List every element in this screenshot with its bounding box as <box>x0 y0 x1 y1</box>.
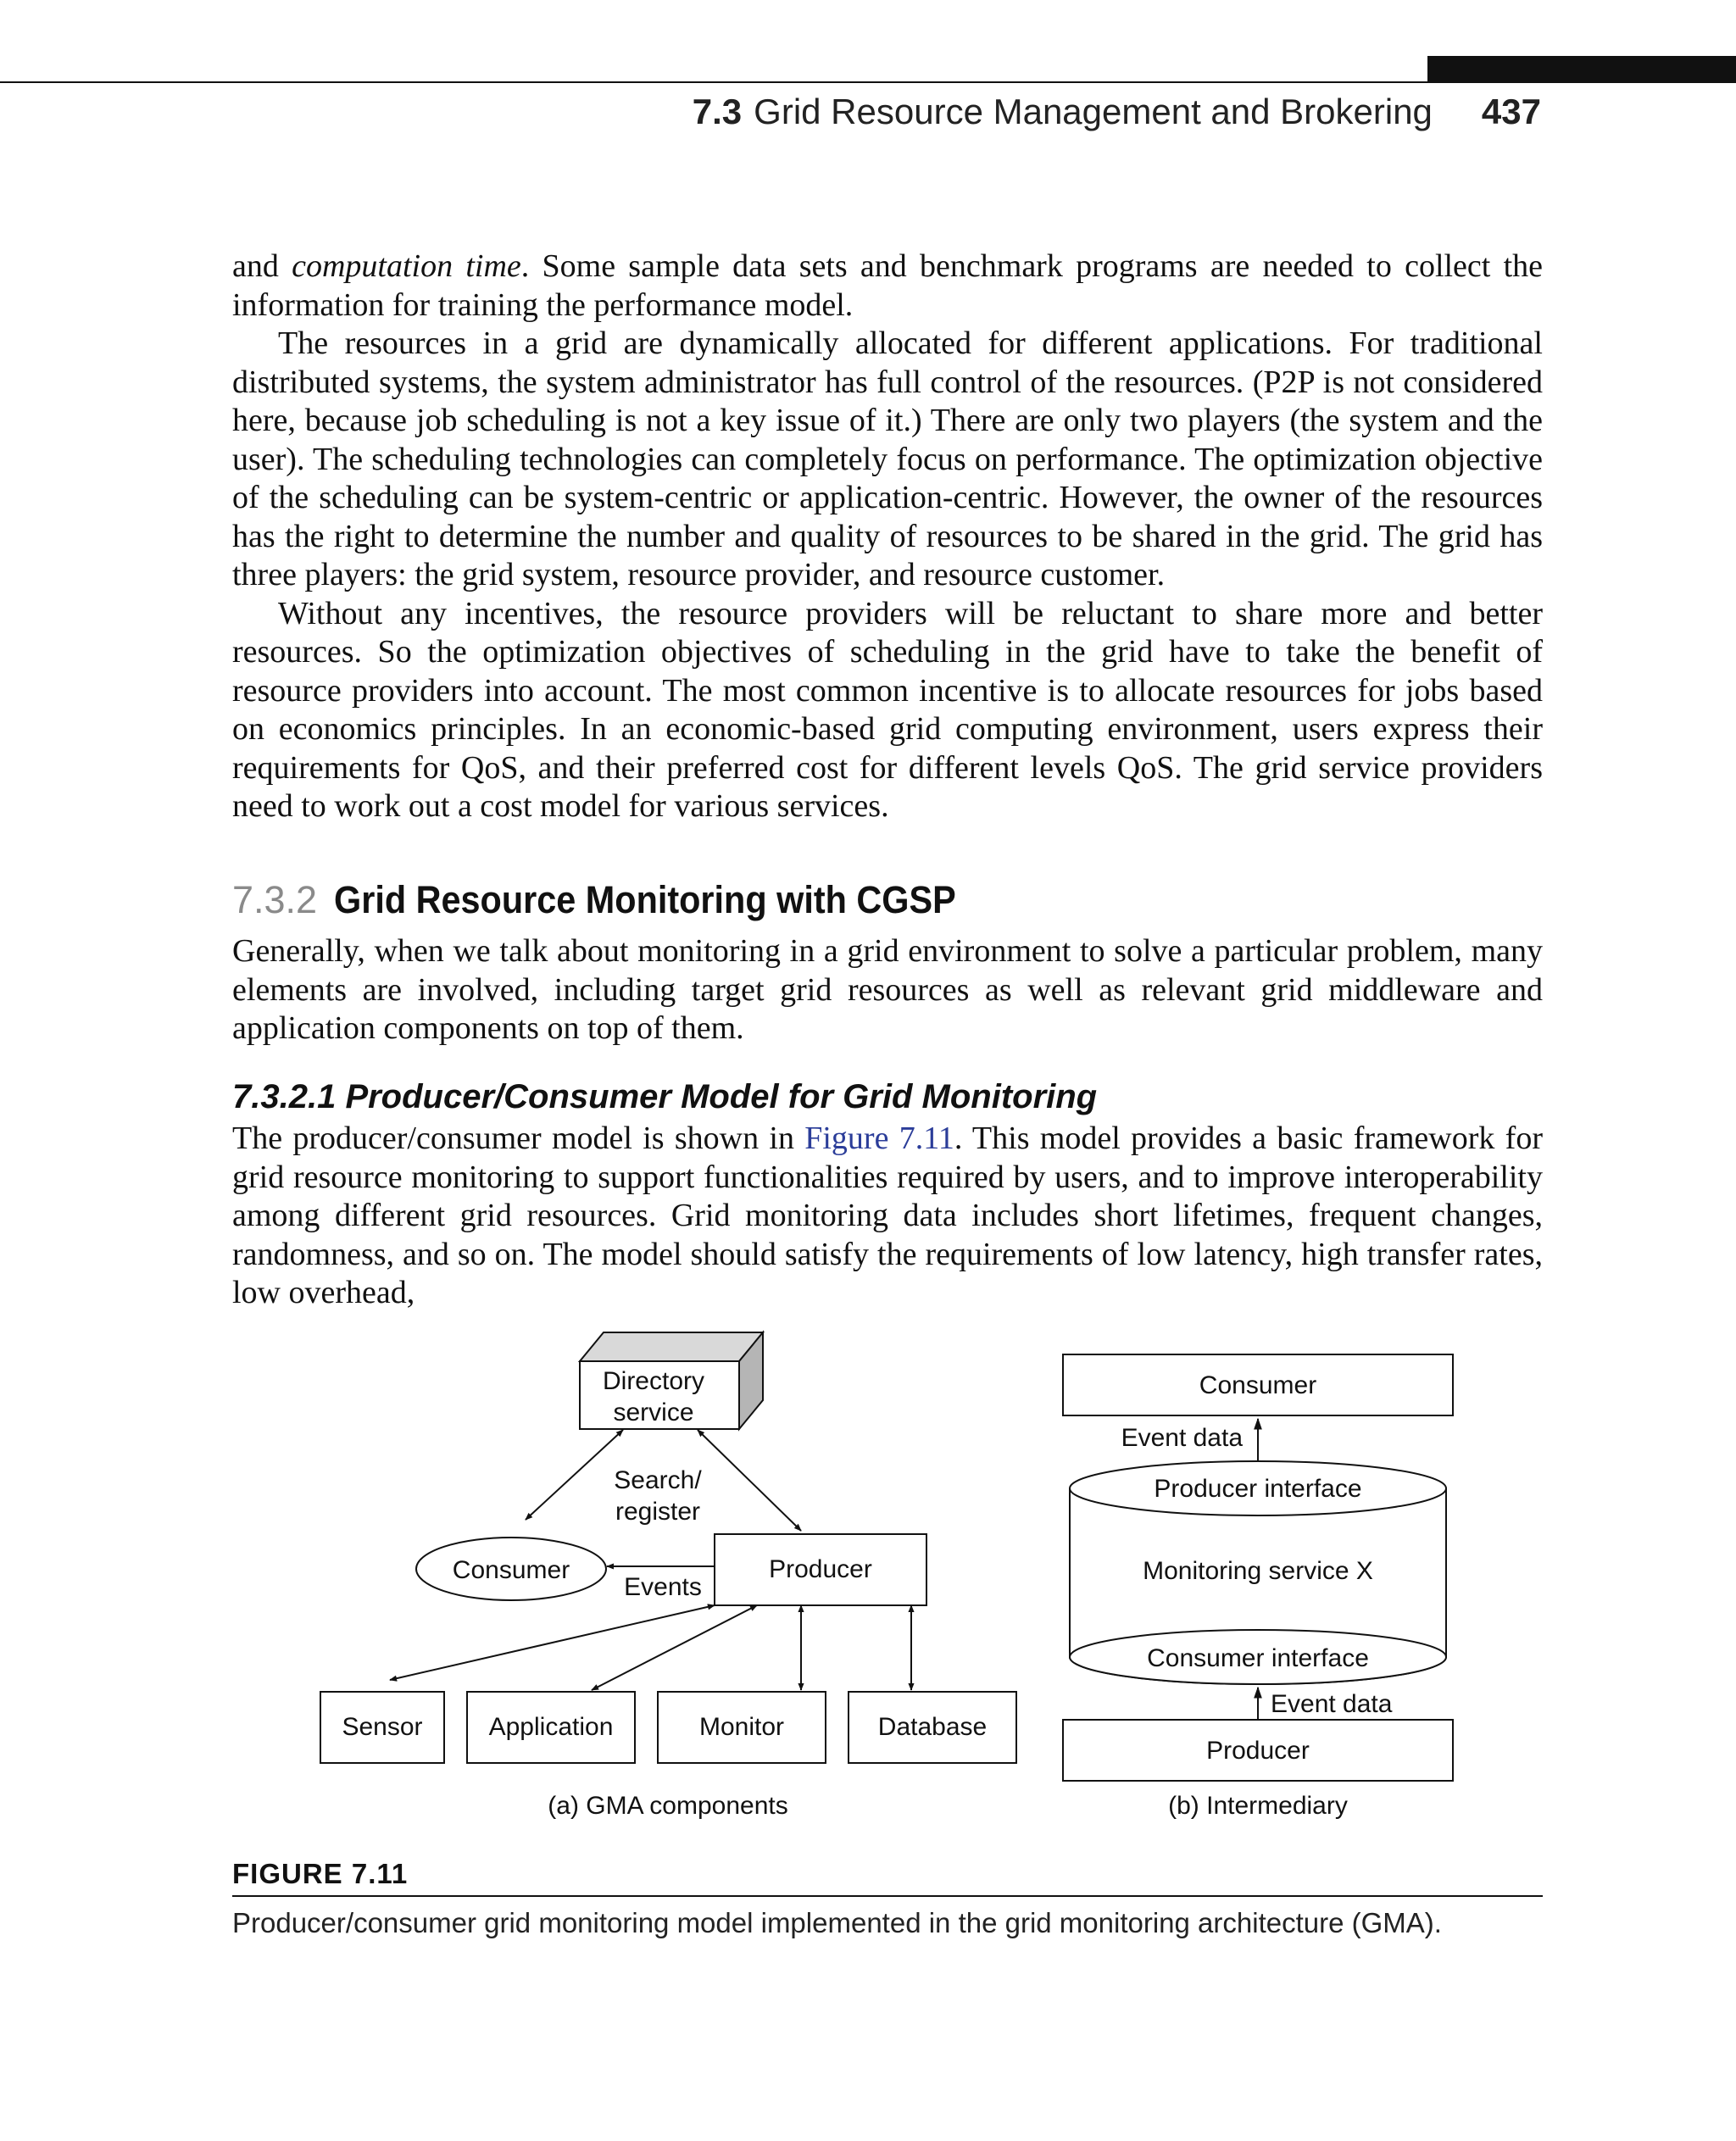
intermediary-producer-box <box>1063 1720 1453 1781</box>
paragraph-2: The resources in a grid are dynamically allocated for different applications. For traditional distributed systems, the system administrator has full control of the resources. (P2P is not considered here, because job scheduling is not a key issue of it.) There are only two players (the system and the user). The scheduling technologies can completely focus on performance. The optimization objective of the scheduling can be system-centric or application-centric. However, the owner of the resources has the right to determine the number and quality of resources to be shared in the grid. The grid has three players: the grid system, resource provider, and resource customer. <box>232 325 1543 592</box>
intermediary-consumer-label: Consumer <box>1199 1371 1317 1399</box>
sensor-box <box>320 1692 444 1763</box>
intro-text <box>232 247 1543 826</box>
caption-b: (b) Intermediary <box>1168 1792 1348 1820</box>
subsection-heading-7-3-2-1: 7.3.2.1 Producer/Consumer Model for Grid Monitoring <box>232 1078 1098 1115</box>
producer-label: Producer <box>769 1555 872 1583</box>
header-bar <box>1427 56 1736 83</box>
monitoring-service-cylinder <box>1070 1461 1446 1684</box>
monitoring-service-label: Monitoring service X <box>1143 1557 1373 1585</box>
intermediary-producer-label: Producer <box>1206 1737 1310 1765</box>
section-title: Grid Resource Monitoring with CGSP <box>334 878 956 921</box>
running-head <box>693 92 1541 132</box>
directory-service-cube <box>580 1332 763 1429</box>
figure-7-11 <box>0 1322 1736 1839</box>
consumer-ellipse <box>416 1538 606 1600</box>
paragraph-5: The producer/consumer model is shown in Figure 7.11. This model provides a basic framework for grid resource monitoring to support functionalities required by users, and to improve interoperability among different grid resources. Grid monitoring data includes short lifetimes, frequent changes, randomness, and so on. The model should satisfy the requirements of low latency, high transfer rates, low overhead, <box>232 1121 1543 1310</box>
paragraph-1: and computation time. Some sample data sets and benchmark programs are needed to collect the information for training the performance model. <box>232 248 1544 323</box>
database-box <box>849 1692 1016 1763</box>
figure-label: FIGURE 7.11 <box>232 1858 409 1889</box>
paragraph-4: Generally, when we talk about monitoring in a grid environment to solve a particular problem, many elements are involved, including target grid resources as well as relevant grid middleware and application components on top of them. <box>232 933 1543 1046</box>
monitor-box <box>658 1692 826 1763</box>
events-label: Events <box>624 1573 702 1601</box>
arrow-directory-consumer <box>526 1430 623 1520</box>
section-7-3-2-text <box>232 932 1543 1048</box>
application-box <box>467 1692 635 1763</box>
intermediary-consumer-box <box>1063 1354 1453 1415</box>
search-label-2: register <box>615 1498 701 1526</box>
running-head-section-number: 7.3 <box>692 92 743 131</box>
arrow-producer-application <box>592 1605 757 1690</box>
event-data-top-label: Event data <box>1121 1424 1243 1452</box>
section-heading-7-3-2 <box>232 878 1010 922</box>
running-head-title: Grid Resource Management and Brokering <box>754 92 1433 131</box>
section-7-3-2-1-text <box>232 1120 1543 1313</box>
arrow-directory-producer <box>698 1430 801 1531</box>
producer-box <box>715 1534 926 1605</box>
caption-a: (a) GMA components <box>548 1792 788 1820</box>
sensor-label: Sensor <box>342 1713 423 1741</box>
monitor-label: Monitor <box>698 1713 785 1741</box>
consumer-interface-label: Consumer interface <box>1147 1644 1369 1672</box>
page-number: 437 <box>1481 92 1541 131</box>
paragraph-3: Without any incentives, the resource providers will be reluctant to share more and better resources. So the optimization objectives of scheduling in the grid have to take the benefit of resource providers into account. The most common incentive is to allocate resources for jobs based on economics principles. In an economic-based grid computing environment, users express their requirements for QoS, and their preferred cost for different levels QoS. The grid service providers need to work out a cost model for various services. <box>232 595 1543 824</box>
event-data-bottom-label: Event data <box>1271 1690 1393 1718</box>
directory-label-1: Directory <box>602 1367 705 1395</box>
consumer-label: Consumer <box>452 1556 570 1584</box>
italic-term: computation time <box>292 248 521 284</box>
database-label: Database <box>877 1713 988 1741</box>
directory-label-2: service <box>613 1399 694 1426</box>
figure-caption: Producer/consumer grid monitoring model implemented in the grid monitoring architecture (GMA). <box>232 1907 1442 1938</box>
application-label: Application <box>488 1713 614 1741</box>
producer-interface-label: Producer interface <box>1154 1475 1362 1503</box>
figure-caption-rule <box>232 1895 1543 1897</box>
search-label-1: Search/ <box>614 1466 702 1494</box>
arrow-producer-sensor <box>390 1605 715 1680</box>
figure-link[interactable]: Figure 7.11 <box>804 1121 954 1156</box>
section-number: 7.3.2 <box>232 878 318 921</box>
